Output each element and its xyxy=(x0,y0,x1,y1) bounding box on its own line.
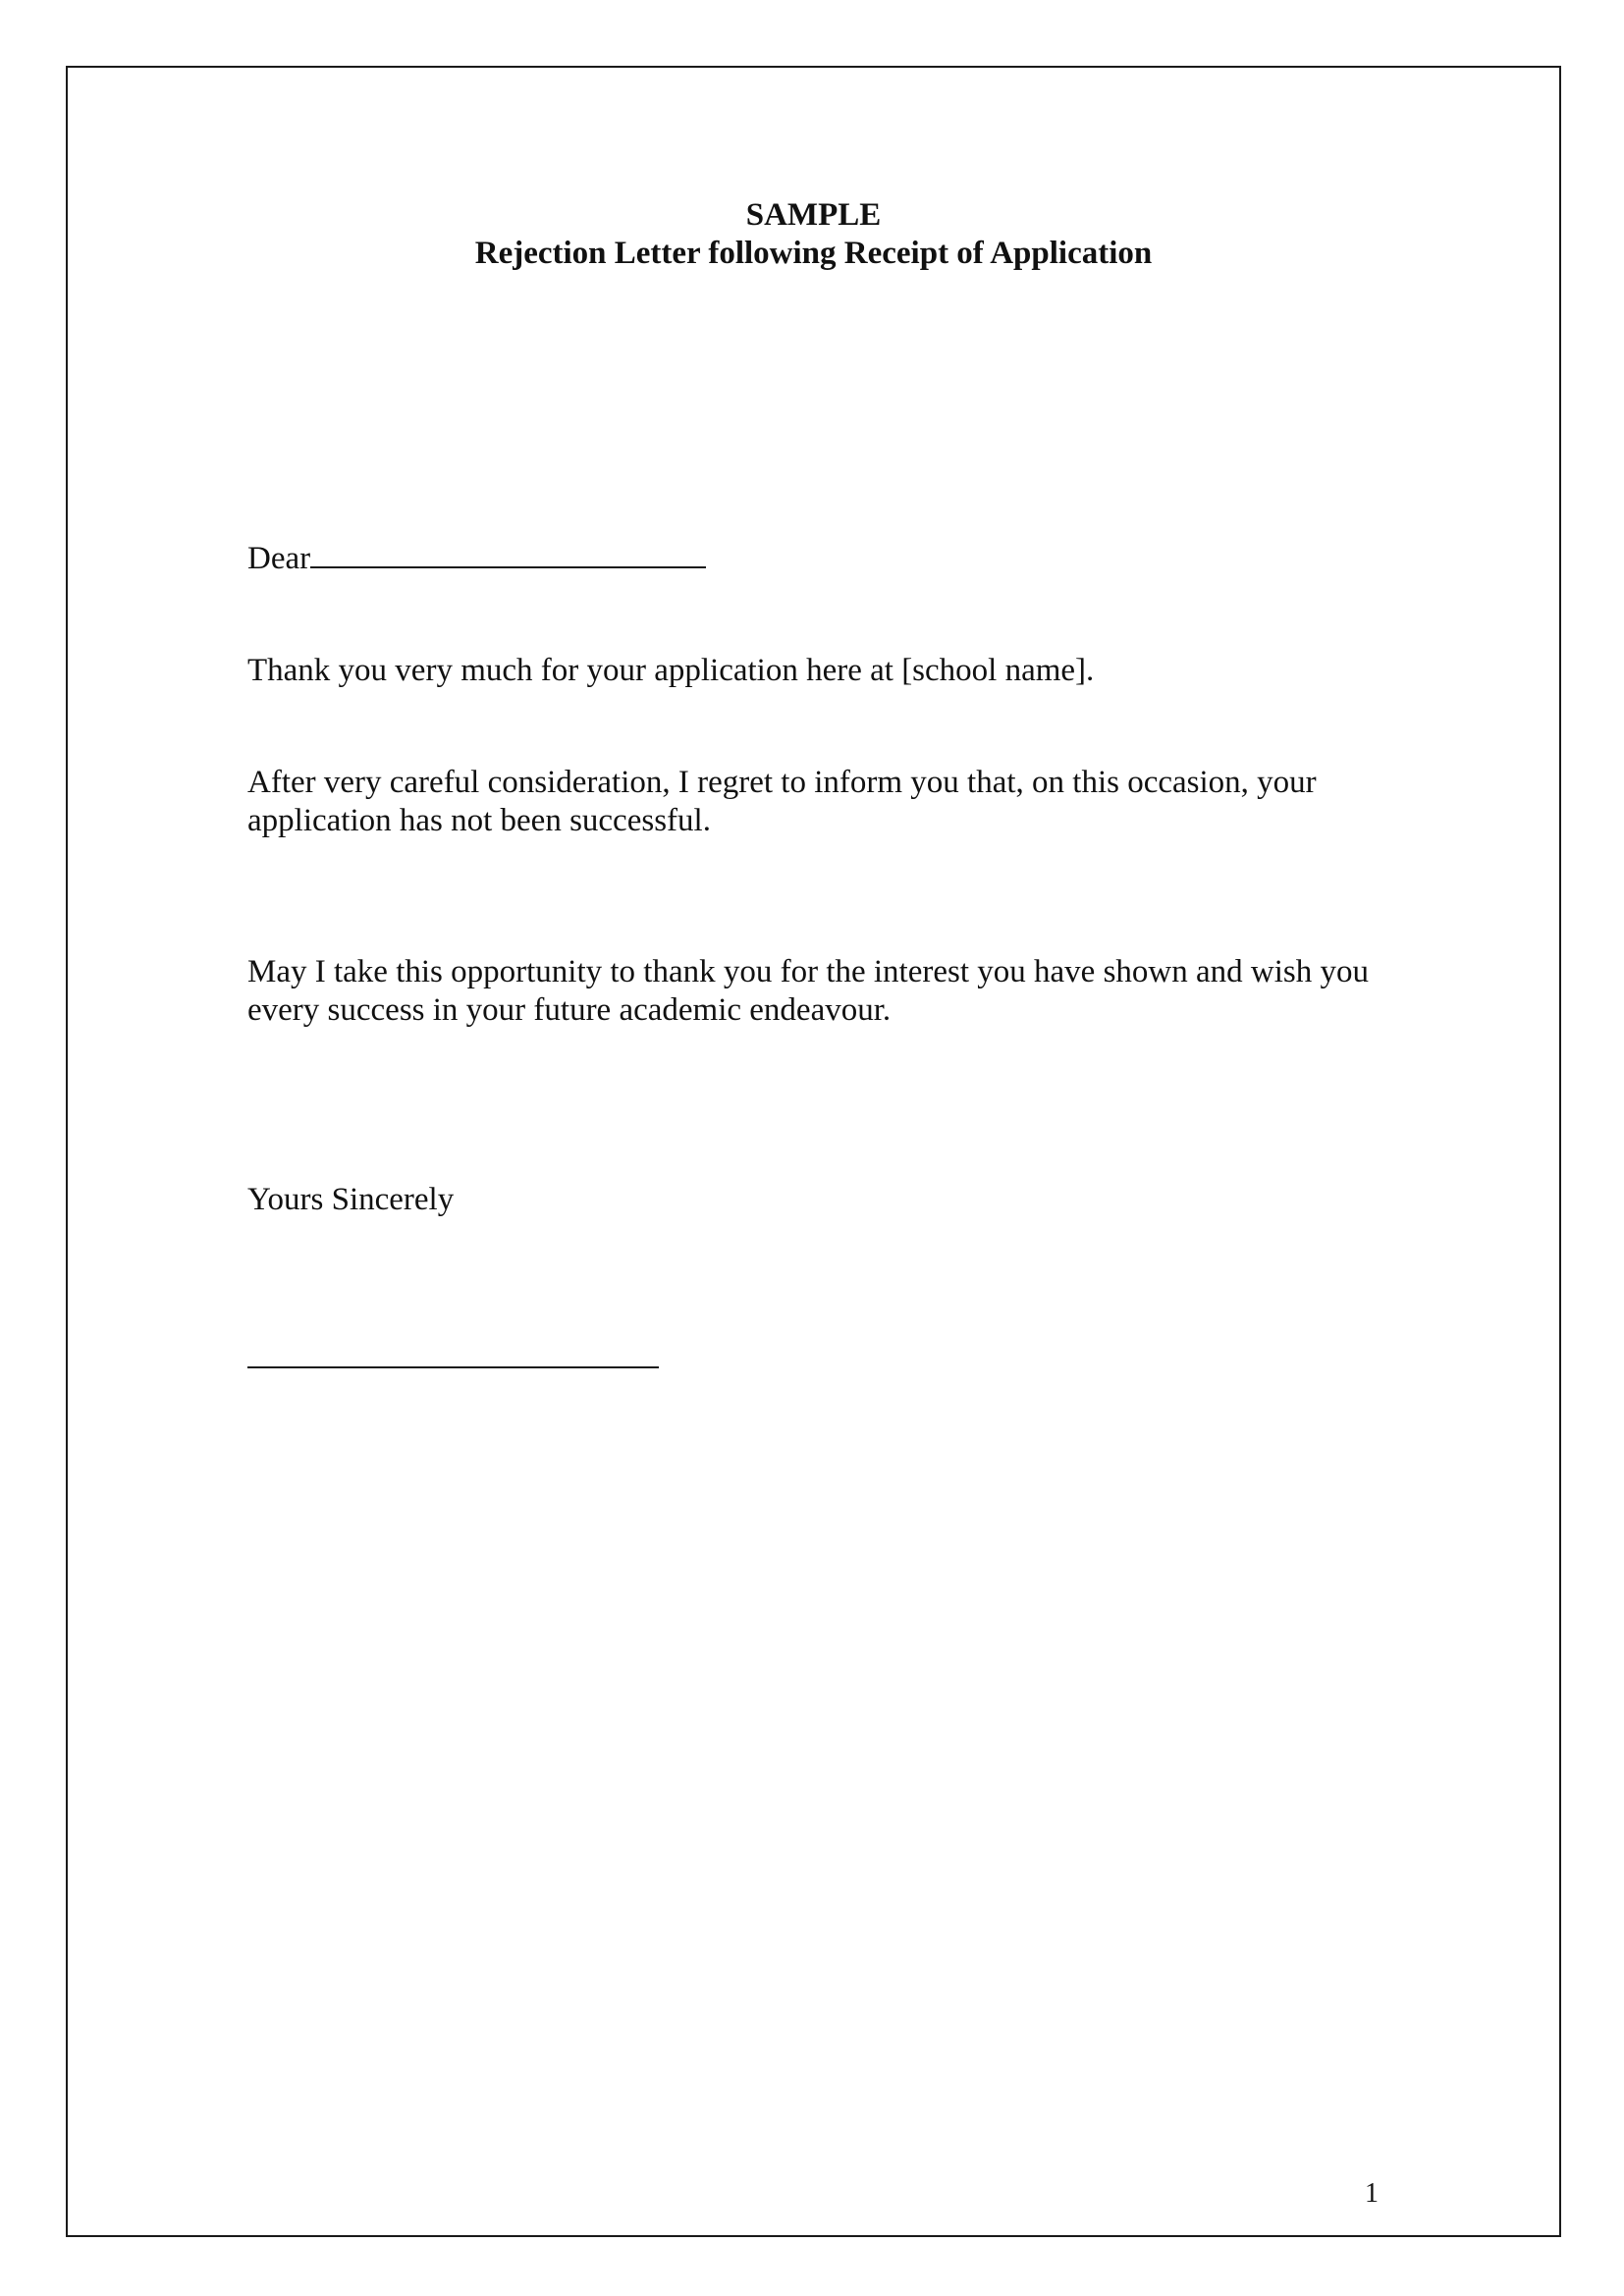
paragraph-decision-line-1: After very careful consideration, I regret to inform you that, on this occasion, your xyxy=(247,765,1317,800)
page-border xyxy=(66,66,1561,2237)
paragraph-decision-line-2: application has not been successful. xyxy=(247,803,711,838)
document-title: Rejection Letter following Receipt of Application xyxy=(474,236,1153,271)
salutation-line xyxy=(247,538,1426,578)
signature-blank xyxy=(247,1366,659,1368)
paragraph-closing-line-1: May I take this opportunity to thank you for the interest you have shown and wish you xyxy=(247,954,1369,989)
paragraph-closing-line-2: every success in your future academic endeavour. xyxy=(247,992,892,1028)
sign-off: Yours Sincerely xyxy=(247,1182,455,1217)
page-number: 1 xyxy=(1365,2178,1379,2209)
paragraph-thank-you: Thank you very much for your application here at [school name]. xyxy=(247,653,1095,688)
salutation-label: Dear xyxy=(247,541,311,576)
document-title-sample: SAMPLE xyxy=(745,197,882,233)
recipient-name-blank xyxy=(310,538,706,568)
